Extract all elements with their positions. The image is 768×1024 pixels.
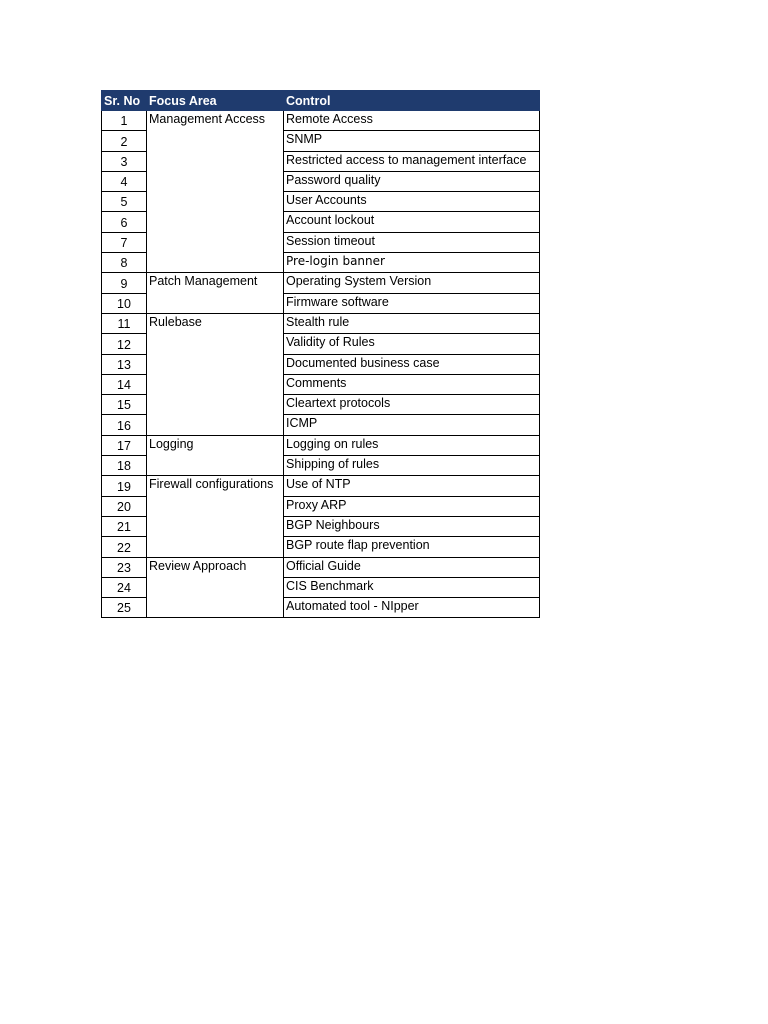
focus-area-cell: Management Access — [147, 111, 284, 273]
row-number: 2 — [102, 131, 147, 151]
row-number: 12 — [102, 334, 147, 354]
row-number: 19 — [102, 476, 147, 496]
control-cell: Cleartext protocols — [284, 395, 540, 415]
control-cell: Remote Access — [284, 111, 540, 131]
control-cell: Firmware software — [284, 293, 540, 313]
row-number: 10 — [102, 293, 147, 313]
control-cell: BGP route flap prevention — [284, 537, 540, 557]
row-number: 23 — [102, 557, 147, 577]
row-number: 21 — [102, 516, 147, 536]
table-row — [102, 111, 540, 131]
row-number: 18 — [102, 456, 147, 476]
control-cell: User Accounts — [284, 192, 540, 212]
control-cell: Pre-login banner — [284, 253, 540, 273]
control-cell: Proxy ARP — [284, 496, 540, 516]
header-sr-no: Sr. No — [102, 91, 147, 111]
row-number: 22 — [102, 537, 147, 557]
control-cell: Comments — [284, 374, 540, 394]
focus-area-cell: Patch Management — [147, 273, 284, 314]
control-cell: ICMP — [284, 415, 540, 435]
control-cell: Logging on rules — [284, 435, 540, 455]
row-number: 1 — [102, 111, 147, 131]
table-row — [102, 273, 540, 293]
row-number: 11 — [102, 313, 147, 333]
row-number: 14 — [102, 374, 147, 394]
focus-area-cell: Firewall configurations — [147, 476, 284, 557]
table-row — [102, 435, 540, 455]
control-cell: Stealth rule — [284, 313, 540, 333]
row-number: 9 — [102, 273, 147, 293]
control-cell: Use of NTP — [284, 476, 540, 496]
row-number: 17 — [102, 435, 147, 455]
row-number: 24 — [102, 577, 147, 597]
row-number: 16 — [102, 415, 147, 435]
row-number: 20 — [102, 496, 147, 516]
row-number: 13 — [102, 354, 147, 374]
control-cell: Operating System Version — [284, 273, 540, 293]
control-cell: Documented business case — [284, 354, 540, 374]
table-row — [102, 313, 540, 333]
control-cell: Automated tool - NIpper — [284, 598, 540, 618]
row-number: 6 — [102, 212, 147, 232]
control-cell: SNMP — [284, 131, 540, 151]
focus-area-cell: Review Approach — [147, 557, 284, 618]
row-number: 3 — [102, 151, 147, 171]
control-cell: Validity of Rules — [284, 334, 540, 354]
control-cell: Password quality — [284, 171, 540, 191]
row-number: 4 — [102, 171, 147, 191]
control-cell: Official Guide — [284, 557, 540, 577]
table-row — [102, 476, 540, 496]
controls-table — [101, 90, 540, 618]
table-body — [102, 111, 540, 618]
control-cell: BGP Neighbours — [284, 516, 540, 536]
control-cell: Shipping of rules — [284, 456, 540, 476]
table-row — [102, 557, 540, 577]
control-cell: Session timeout — [284, 232, 540, 252]
row-number: 8 — [102, 253, 147, 273]
header-focus-area: Focus Area — [147, 91, 284, 111]
row-number: 7 — [102, 232, 147, 252]
control-cell: Account lockout — [284, 212, 540, 232]
row-number: 25 — [102, 598, 147, 618]
row-number: 5 — [102, 192, 147, 212]
row-number: 15 — [102, 395, 147, 415]
focus-area-cell: Rulebase — [147, 313, 284, 435]
control-cell: Restricted access to management interface — [284, 151, 540, 171]
control-cell: CIS Benchmark — [284, 577, 540, 597]
header-row — [102, 91, 540, 111]
focus-area-cell: Logging — [147, 435, 284, 476]
header-control: Control — [284, 91, 540, 111]
